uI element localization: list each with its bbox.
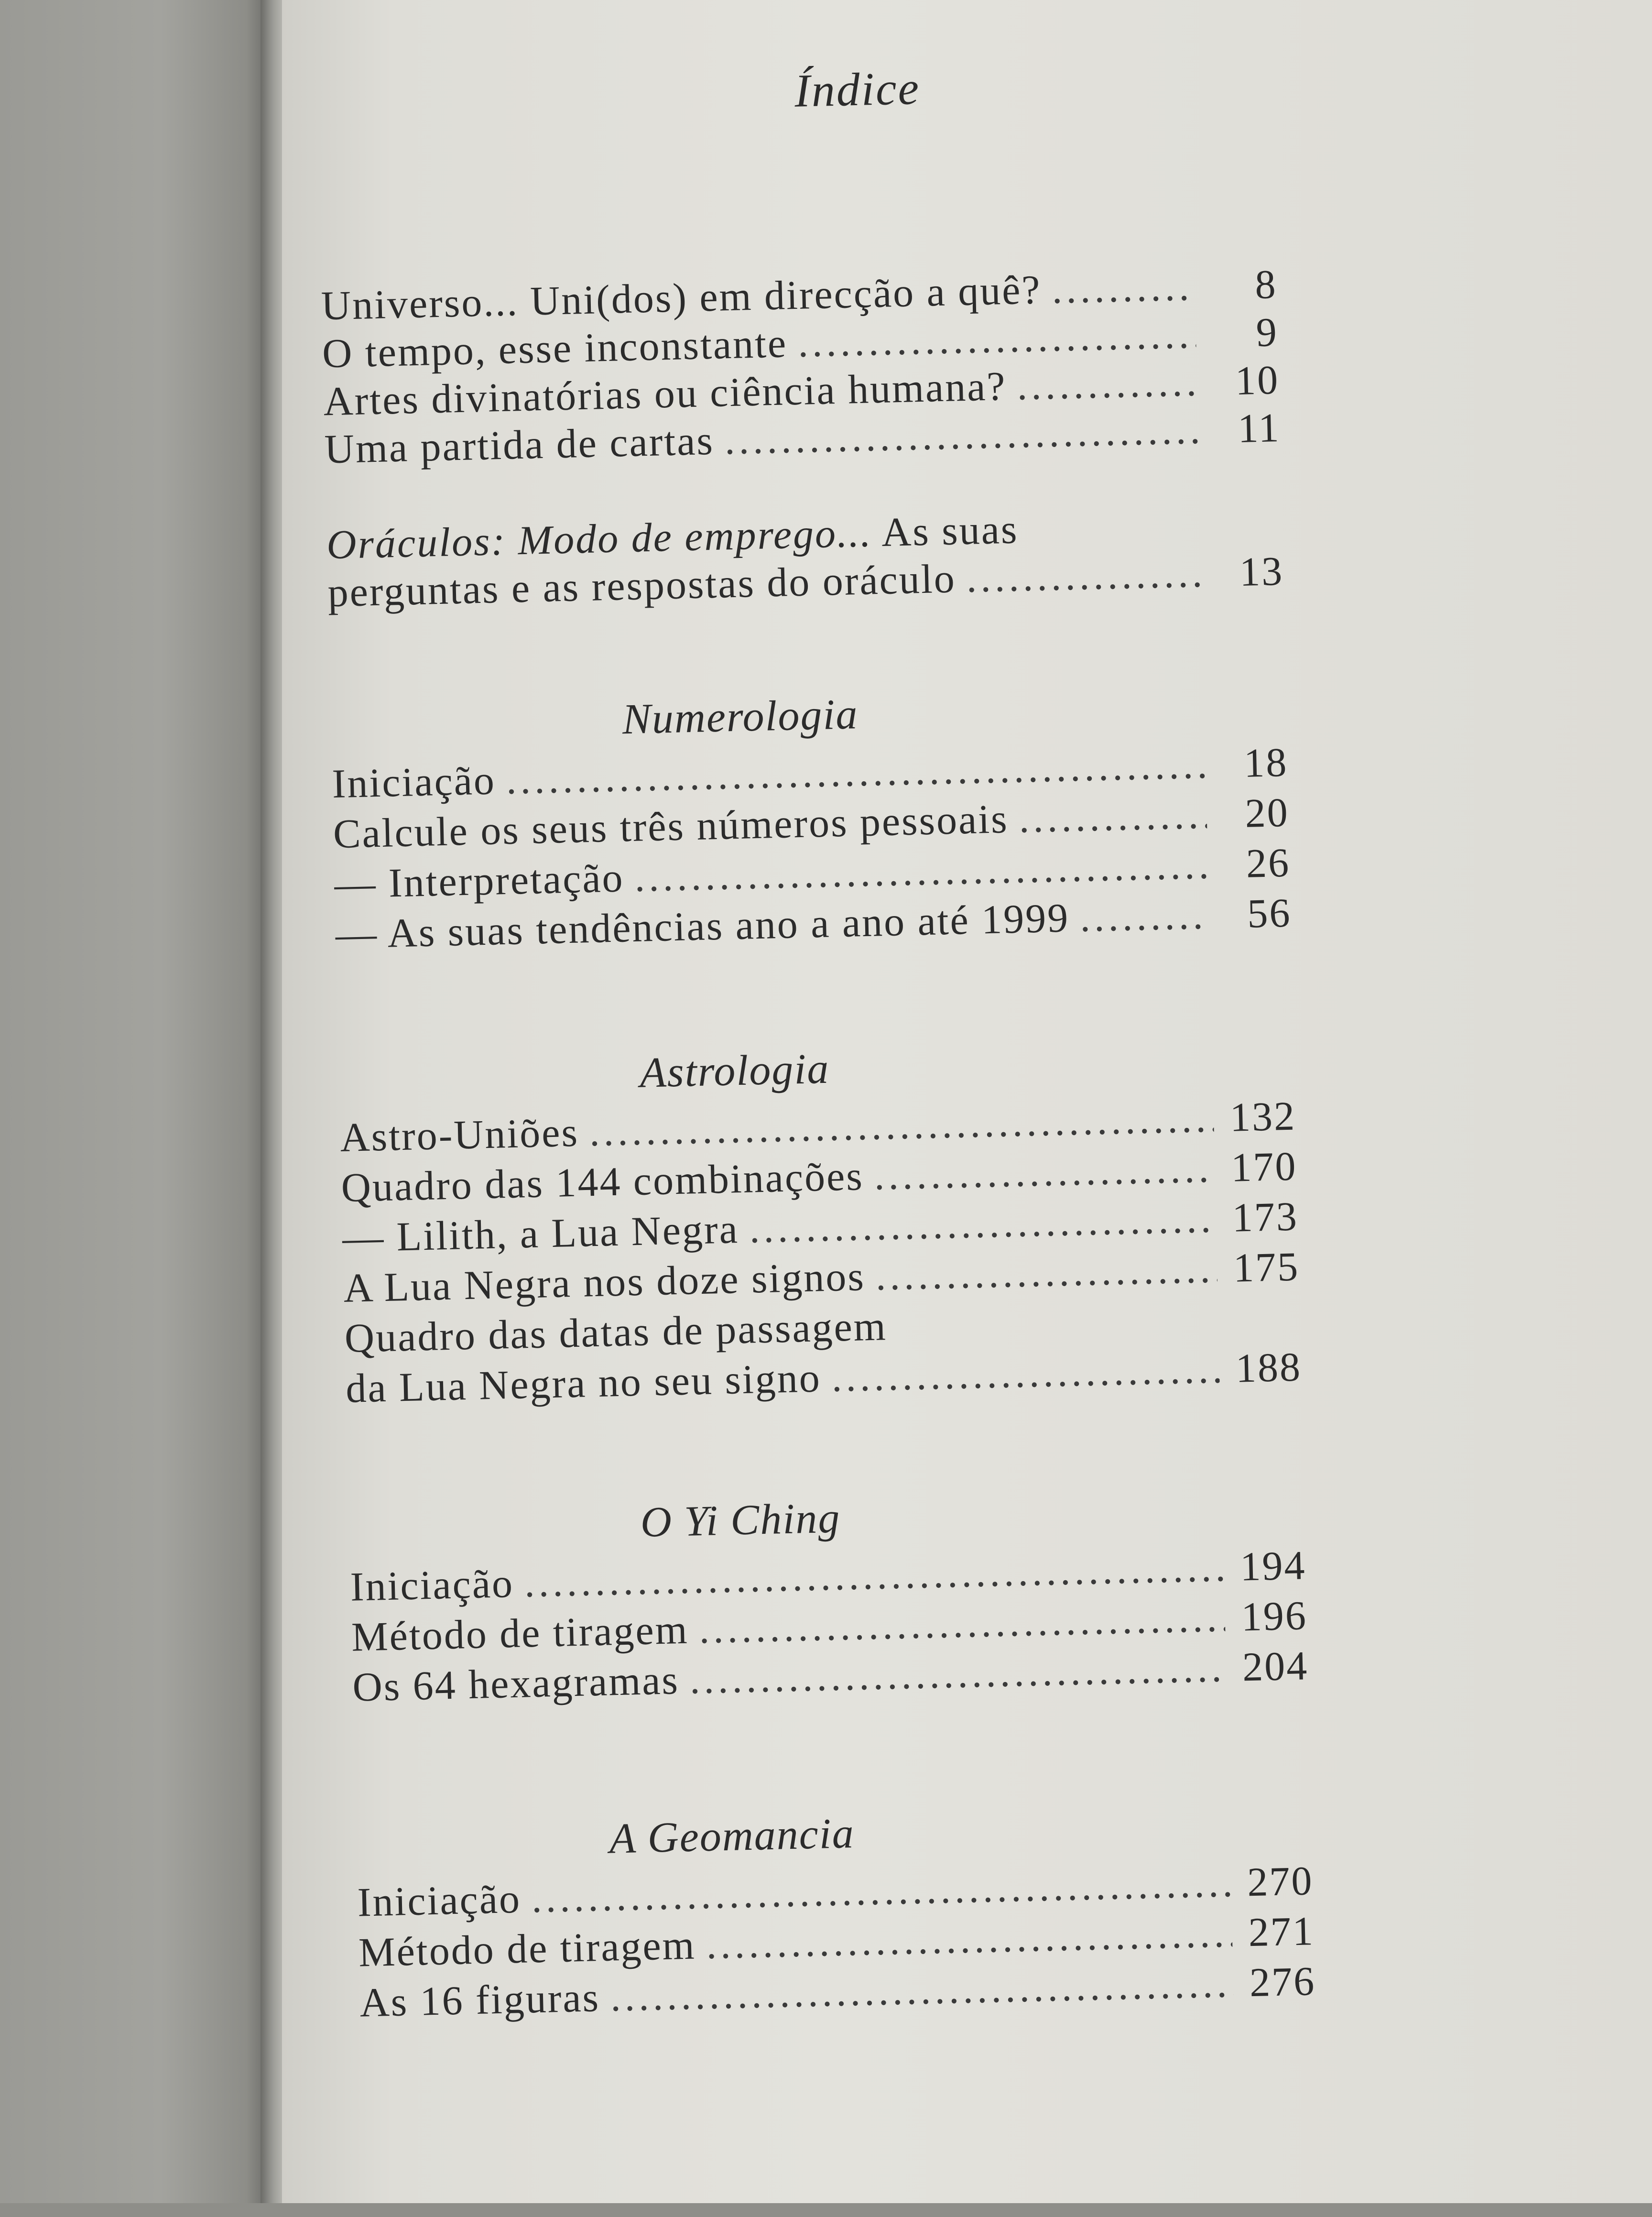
page-title: Índice <box>793 62 921 117</box>
entry-label: Uma partida de cartas <box>324 417 715 472</box>
entry-page-number: 11 <box>1237 404 1281 451</box>
entry-label: Astro-Uniões <box>339 1109 579 1160</box>
oraculos-line1-rest: As suas <box>881 506 1019 555</box>
entry-page-number: 56 <box>1247 889 1292 937</box>
entry-label: Os 64 hexagramas <box>352 1657 680 1710</box>
entry-page-number: 175 <box>1233 1243 1300 1291</box>
entry-label: Iniciação <box>331 757 496 807</box>
entry-page-number: 204 <box>1242 1642 1309 1690</box>
entry-label: Iniciação <box>349 1560 514 1610</box>
entry-label: — Lilith, a Lua Negra <box>342 1206 739 1261</box>
dot-leader <box>831 1343 1220 1402</box>
entry-page-number: 10 <box>1234 357 1280 404</box>
entry-page-number: 196 <box>1240 1592 1308 1640</box>
entry-page-number: 170 <box>1230 1143 1298 1190</box>
entry-label: Universo... Uni(dos) em direcção a quê? <box>320 266 1042 329</box>
dot-leader <box>749 1193 1217 1253</box>
entry-page-number: 9 <box>1255 309 1279 356</box>
dot-leader <box>873 1143 1215 1200</box>
section-heading-astrologia: Astrologia <box>639 1045 830 1097</box>
table-of-contents <box>262 0 1363 2217</box>
dot-leader <box>1079 890 1210 942</box>
entry-page-number: 8 <box>1254 261 1278 308</box>
entry-label: — Interpretação <box>334 854 625 907</box>
entry-label: Calcule os seus três números pessoais <box>332 796 1009 857</box>
dot-leader <box>724 404 1199 465</box>
entry-label: Método de tiragem <box>358 1922 696 1976</box>
dot-leader <box>1016 357 1197 411</box>
entry-page-number: 194 <box>1239 1542 1307 1590</box>
entry-label: — As suas tendências ano a ano até 1999 <box>335 895 1070 958</box>
entry-page-number: 132 <box>1229 1092 1297 1140</box>
entry-label: Método de tiragem <box>351 1606 689 1660</box>
entry-page-number: 20 <box>1244 789 1290 836</box>
astrologia-multiline-line1: Quadro das datas de passagem <box>344 1303 888 1361</box>
dot-leader <box>966 548 1202 603</box>
entry-page-number: 270 <box>1247 1857 1314 1905</box>
facing-page <box>0 0 268 2203</box>
entry-label: As 16 figuras <box>359 1974 600 2026</box>
entry-label: Artes divinatórias ou ciência humana? <box>323 362 1007 425</box>
section-heading-numerologia: Numerologia <box>621 690 859 743</box>
section-heading-geomancia: A Geomancia <box>609 1809 855 1863</box>
entry-page-number: 26 <box>1245 839 1291 886</box>
entry-label: Iniciação <box>357 1875 522 1925</box>
entry-page-number: 173 <box>1231 1193 1299 1241</box>
dot-leader <box>1051 261 1195 314</box>
entry-label: O tempo, esse inconstante <box>322 320 788 377</box>
entry-page-number: 276 <box>1249 1958 1316 2006</box>
oraculos-italic-title: Oráculos: Modo de emprego... <box>326 509 873 568</box>
entry-page-number: 188 <box>1235 1343 1302 1391</box>
dot-leader <box>1018 789 1207 843</box>
entry-label: Quadro das 144 combinações <box>340 1153 864 1211</box>
entry-label: A Lua Negra nos doze signos <box>343 1253 866 1311</box>
entry-label: perguntas e as respostas do oráculo <box>327 555 956 616</box>
section-heading-yi-ching: O Yi Ching <box>640 1494 841 1546</box>
dot-leader <box>875 1243 1217 1300</box>
entry-page-number: 271 <box>1248 1908 1315 1955</box>
entry-page-number: 13 <box>1239 547 1284 595</box>
entry-page-number: 18 <box>1243 739 1289 786</box>
entry-label: da Lua Negra no seu signo <box>345 1354 822 1411</box>
